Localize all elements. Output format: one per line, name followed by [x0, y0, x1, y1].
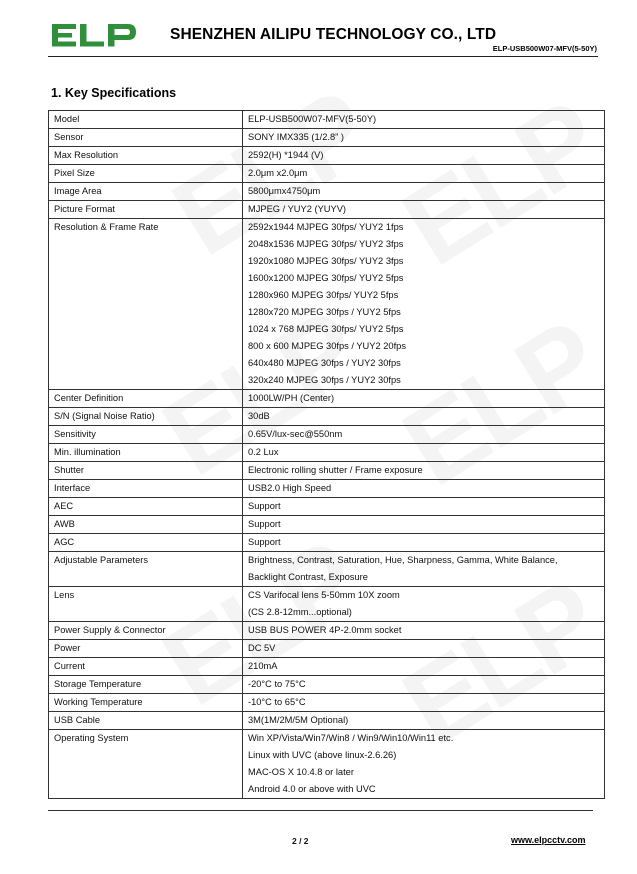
- spec-value-line: Support: [248, 519, 281, 529]
- table-row: [49, 622, 605, 640]
- spec-label: Pixel Size: [49, 165, 243, 183]
- spec-label: Interface: [49, 480, 243, 498]
- spec-value-line: MJPEG / YUY2 (YUYV): [248, 204, 346, 214]
- table-row: [49, 426, 605, 444]
- spec-label: Operating System: [49, 730, 243, 799]
- table-row: [49, 480, 605, 498]
- spec-value: [243, 676, 605, 694]
- spec-value: [243, 390, 605, 408]
- header-divider: [48, 56, 598, 57]
- company-logo-icon: [48, 18, 140, 52]
- spec-label: Model: [49, 111, 243, 129]
- spec-value-line: CS Varifocal lens 5-50mm 10X zoom: [248, 590, 400, 600]
- header-model-code: ELP-USB500W07-MFV(5-50Y): [492, 44, 597, 53]
- table-row: [49, 147, 605, 165]
- spec-label: Picture Format: [49, 201, 243, 219]
- spec-value-line: USB2.0 High Speed: [248, 483, 332, 493]
- spec-value-line: 2592x1944 MJPEG 30fps/ YUY2 1fps: [248, 222, 404, 232]
- spec-value-line: 1600x1200 MJPEG 30fps/ YUY2 5fps: [248, 273, 404, 283]
- spec-value-line: 0.65V/lux-sec@550nm: [248, 429, 343, 439]
- spec-value-line: Support: [248, 537, 281, 547]
- spec-label: Sensitivity: [49, 426, 243, 444]
- table-row: [49, 201, 605, 219]
- logo-text: ELP: [48, 18, 50, 19]
- table-row: [49, 676, 605, 694]
- spec-value: [243, 622, 605, 640]
- spec-label: AWB: [49, 516, 243, 534]
- table-row: [49, 462, 605, 480]
- spec-value-line: -10°C to 65°C: [248, 697, 306, 707]
- table-row: [49, 640, 605, 658]
- spec-label: AGC: [49, 534, 243, 552]
- table-row: [49, 165, 605, 183]
- spec-value-line: 5800μmx4750μm: [248, 186, 321, 196]
- spec-label: Adjustable Parameters: [49, 552, 243, 587]
- spec-value-line: 1000LW/PH (Center): [248, 393, 335, 403]
- spec-label: Center Definition: [49, 390, 243, 408]
- table-row: [49, 390, 605, 408]
- spec-label: S/N (Signal Noise Ratio): [49, 408, 243, 426]
- spec-value: [243, 165, 605, 183]
- spec-value: [243, 462, 605, 480]
- table-row: [49, 183, 605, 201]
- spec-value-line: 3M(1M/2M/5M Optional): [248, 715, 349, 725]
- spec-value-line: Support: [248, 501, 281, 511]
- spec-label: Lens: [49, 587, 243, 622]
- spec-value: [243, 408, 605, 426]
- spec-value-line: Electronic rolling shutter / Frame exposure: [248, 465, 423, 475]
- spec-value: [243, 147, 605, 165]
- spec-value-line: 0.2 Lux: [248, 447, 279, 457]
- spec-value: [243, 219, 605, 390]
- spec-value-line: MAC-OS X 10.4.8 or later: [248, 767, 354, 777]
- table-row: [49, 444, 605, 462]
- spec-value: [243, 694, 605, 712]
- spec-label: Max Resolution: [49, 147, 243, 165]
- spec-value-line: 1280x720 MJPEG 30fps / YUY2 5fps: [248, 307, 401, 317]
- spec-label: Resolution & Frame Rate: [49, 219, 243, 390]
- table-row: [49, 516, 605, 534]
- spec-label: AEC: [49, 498, 243, 516]
- table-row: [49, 552, 605, 587]
- spec-value-line: 1024 x 768 MJPEG 30fps/ YUY2 5fps: [248, 324, 404, 334]
- spec-value: [243, 587, 605, 622]
- spec-value-line: -20°C to 75°C: [248, 679, 306, 689]
- spec-value-line: SONY IMX335 (1/2.8” ): [248, 132, 344, 142]
- spec-value-line: 800 x 600 MJPEG 30fps / YUY2 20fps: [248, 341, 406, 351]
- spec-value-line: Android 4.0 or above with UVC: [248, 784, 376, 794]
- specifications-table: [48, 110, 605, 799]
- spec-value-line: 2592(H) *1944 (V): [248, 150, 324, 160]
- company-name: SHENZHEN AILIPU TECHNOLOGY CO., LTD: [170, 26, 497, 43]
- spec-value: [243, 552, 605, 587]
- spec-label: Shutter: [49, 462, 243, 480]
- section-title: 1. Key Specifications: [51, 86, 177, 100]
- spec-value: [243, 129, 605, 147]
- spec-value: [243, 658, 605, 676]
- spec-label: Image Area: [49, 183, 243, 201]
- table-row: [49, 498, 605, 516]
- spec-value-line: 1280x960 MJPEG 30fps/ YUY2 5fps: [248, 290, 399, 300]
- spec-value-line: DC 5V: [248, 643, 276, 653]
- spec-label: Sensor: [49, 129, 243, 147]
- spec-value: [243, 534, 605, 552]
- table-row: [49, 219, 605, 390]
- spec-value-line: 2.0μm x2.0μm: [248, 168, 308, 178]
- spec-value: [243, 730, 605, 799]
- spec-label: USB Cable: [49, 712, 243, 730]
- spec-value-line: Win XP/Vista/Win7/Win8 / Win9/Win10/Win11 etc.: [248, 733, 454, 743]
- spec-value-line: 210mA: [248, 661, 278, 671]
- table-row: [49, 658, 605, 676]
- table-row: [49, 730, 605, 799]
- spec-value-line: 320x240 MJPEG 30fps / YUY2 30fps: [248, 375, 401, 385]
- spec-value-line: 640x480 MJPEG 30fps / YUY2 30fps: [248, 358, 401, 368]
- spec-value: [243, 201, 605, 219]
- spec-label: Current: [49, 658, 243, 676]
- spec-value-line: Backlight Contrast, Exposure: [248, 572, 368, 582]
- spec-value-line: Brightness, Contrast, Saturation, Hue, Sharpness, Gamma, White Balance,: [248, 555, 558, 565]
- spec-value: [243, 712, 605, 730]
- spec-value-line: 30dB: [248, 411, 270, 421]
- spec-value: [243, 480, 605, 498]
- spec-value-line: 1920x1080 MJPEG 30fps/ YUY2 3fps: [248, 256, 404, 266]
- website-link[interactable]: www.elpcctv.com: [511, 835, 586, 845]
- spec-value: [243, 498, 605, 516]
- spec-label: Working Temperature: [49, 694, 243, 712]
- table-row: [49, 587, 605, 622]
- spec-value: [243, 516, 605, 534]
- spec-label: Power: [49, 640, 243, 658]
- spec-value: [243, 183, 605, 201]
- spec-value: [243, 640, 605, 658]
- spec-value: [243, 426, 605, 444]
- spec-value-line: USB BUS POWER 4P-2.0mm socket: [248, 625, 402, 635]
- table-row: [49, 111, 605, 129]
- spec-value-line: (CS 2.8-12mm...optional): [248, 607, 352, 617]
- table-row: [49, 534, 605, 552]
- table-row: [49, 129, 605, 147]
- table-row: [49, 712, 605, 730]
- page-number: 2 / 2: [292, 836, 309, 846]
- spec-label: Power Supply & Connector: [49, 622, 243, 640]
- spec-value-line: 2048x1536 MJPEG 30fps/ YUY2 3fps: [248, 239, 404, 249]
- spec-value: [243, 444, 605, 462]
- spec-value-line: ELP-USB500W07-MFV(5-50Y): [248, 114, 377, 124]
- spec-label: Min. illumination: [49, 444, 243, 462]
- table-row: [49, 408, 605, 426]
- spec-label: Storage Temperature: [49, 676, 243, 694]
- footer-divider: [48, 810, 593, 811]
- spec-value-line: Linux with UVC (above linux-2.6.26): [248, 750, 397, 760]
- table-row: [49, 694, 605, 712]
- spec-value: [243, 111, 605, 129]
